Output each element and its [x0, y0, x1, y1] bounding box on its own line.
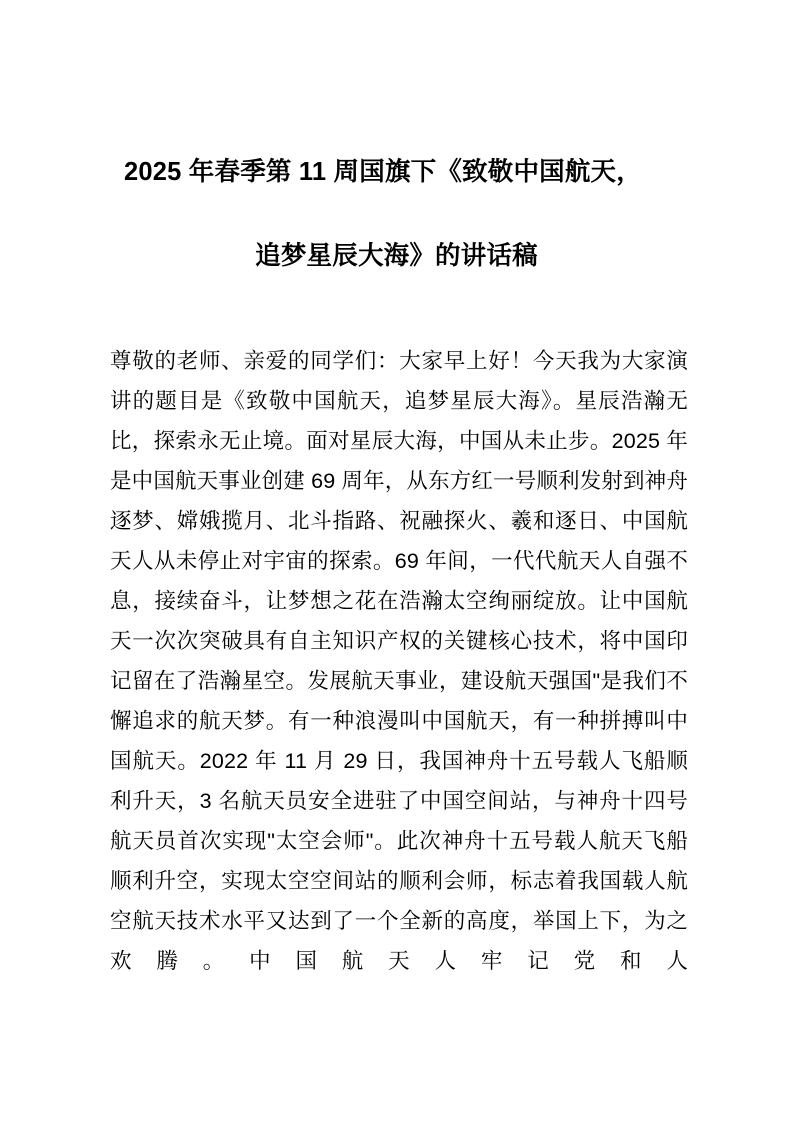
document-body: [110, 341, 688, 1021]
page-title: [110, 145, 683, 283]
body-paragraph: 尊敬的老师、亲爱的同学们：大家早上好！今天我为大家演讲的题目是《致敬中国航天，追梦星辰大海》。星辰浩瀚无比，探索永无止境。面对星辰大海，中国从未止步。2025 年是中国航天事业创建 69 周年，从东方红一号顺利发射到神舟逐梦、嫦娥揽月、北斗指路、祝融探火、羲和逐日、中国航天人从未停止对宇宙的探索。69 年间，一代代航天人自强不息，接续奋斗，让梦想之花在浩瀚太空绚丽绽放。让中国航天一次次突破具有自主知识产权的关键核心技术，将中国印记留在了浩瀚星空。发展航天事业，建设航天强国"是我们不懈追求的航天梦。有一种浪漫叫中国航天，有一种拼搏叫中国航天。2022 年 11 月 29 日，我国神舟十五号载人飞船顺利升天，3 名航天员安全进驻了中国空间站，与神舟十四号航天员首次实现"太空会师"。此次神舟十五号载人航天飞船顺利升空，实现太空空间站的顺利会师，标志着我国载人航空航天技术水平又达到了一个全新的高度，举国上下，为之欢腾。中国航天人牢记党和人: [110, 349, 688, 973]
page-title-line-1: 2025 年春季第 11 周国旗下《致敬中国航天，: [124, 158, 642, 187]
page-title-line-2: 追梦星辰大海》的讲话稿: [255, 242, 538, 271]
